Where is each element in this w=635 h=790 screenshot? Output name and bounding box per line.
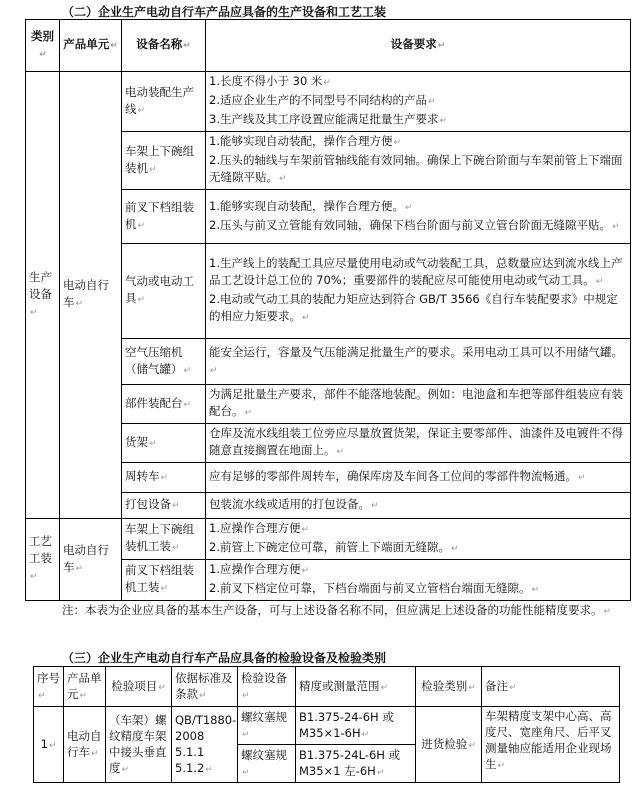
row-range: B1.375-24L-6H 或M35×1 左-6H ↵ <box>296 745 416 783</box>
header-device: 检验设备 ↵ <box>238 667 296 707</box>
equipment-req: 1.能够实现自动装配，操作合理方便 ↵ 2.压头的轴线与车架前管轴线能有效同轴。确保上下碗台阶面与车架前管上下端面无缝隙平贴。 ↵ <box>206 132 631 190</box>
table-note: 注：本表为企业应具备的基本生产设备，可与上述设备名称不同，但应满足上述设备的功能性能精度要求。 ↵ <box>62 600 622 622</box>
equipment-name: 货架 ↵ <box>122 424 206 463</box>
inspection-table <box>33 666 620 783</box>
header-standard: 依据标准及条款 ↵ <box>172 667 238 707</box>
equipment-req: 1.应操作合理方便 ↵ 2.前叉下档定位可靠，下档台端面与前叉立管档台端面无缝隙。 ↵ <box>206 560 631 601</box>
equipment-name: 气动或电动工具 ↵ <box>122 244 206 339</box>
equipment-name: 部件装配台 ↵ <box>122 385 206 424</box>
row-type: 进货检验 ↵ <box>416 707 482 783</box>
equipment-req: 1.能够实现自动装配，操作合理方便。 ↵ 2.压头与前叉立管能有效同轴，确保下档台阶面与前叉立管台阶面无缝隙平贴。 ↵ <box>206 190 631 244</box>
header-no: 序号 ↵ <box>34 667 64 707</box>
header-unit: 产品单元 ↵ <box>64 667 106 707</box>
header-type: 检验类别 ↵ <box>416 667 482 707</box>
row-standard: QB/T1880-2008 5.1.1 5.1.2 ↵ <box>172 707 238 783</box>
row-range: B1.375-24-6H 或M35×1-6H ↵ <box>296 707 416 745</box>
row-device: 螺纹塞规 ↵ <box>238 745 296 783</box>
equipment-req: 包装流水线或适用的打包设备。 ↵ <box>206 493 631 519</box>
equipment-name: 前叉下档组装机 ↵ <box>122 190 206 244</box>
equipment-req: 1.生产线上的装配工具应尽量使用电动或气动装配工具，总数量应达到流水线上产品工艺设计总工位的 70%；重要部件的装配应尽可能使用电动或气动工具。 ↵ 2.电动或气动工具的装配力矩应达到符合 GB/T 3566《自行车装配要求》中规定的相应力矩要求。 ↵ <box>206 244 631 339</box>
header-category: 类别 ↵ <box>26 20 60 72</box>
equipment-name: 车架上下碗组装机 ↵ <box>122 132 206 190</box>
category-production: 生产设备 ↵ <box>26 72 60 519</box>
equipment-name: 电动装配生产线 ↵ <box>122 72 206 132</box>
header-item: 检验项目 ↵ <box>106 667 172 707</box>
equipment-req: 为满足批量生产要求，部件不能落地装配。例如：电池盒和车把等部件组装应有装配台。 ↵ <box>206 385 631 424</box>
equipment-name: 周转车 ↵ <box>122 463 206 493</box>
row-device: 螺纹塞规 ↵ <box>238 707 296 745</box>
equipment-table <box>25 19 631 601</box>
header-unit: 产品单元 ↵ <box>60 20 122 72</box>
section2-title: （二）企业生产电动自行车产品应具备的生产设备和工艺工装 <box>62 5 387 19</box>
category-tooling: 工艺工装 ↵ <box>26 519 60 601</box>
header-name: 设备名称 ↵ <box>122 20 206 72</box>
equipment-req: 1.应操作合理方便 ↵ 2.前管上下碗定位可靠，前管上下端面无缝隙。 ↵ <box>206 519 631 560</box>
unit-production: 电动自行车 ↵ <box>60 72 122 519</box>
header-req: 设备要求 ↵ <box>206 20 631 72</box>
equipment-name: 打包设备 ↵ <box>122 493 206 519</box>
equipment-name: 空气压缩机（储气罐） ↵ <box>122 339 206 385</box>
equipment-req: 1.长度不得小于 30 米 ↵ 2.适应企业生产的不同型号不同结构的产品 ↵ 3.生产线及其工序设置应能满足批量生产要求 ↵ <box>206 72 631 132</box>
equipment-req: 仓库及流水线组装工位旁应尽量放置货架，保证主要零部件、油漆件及电镀件不得随意直接搁置在地面上。 ↵ <box>206 424 631 463</box>
equipment-name: 前叉下档组装机工装 ↵ <box>122 560 206 601</box>
row-no: 1 ↵ <box>34 707 64 783</box>
unit-tooling: 电动自行车 ↵ <box>60 519 122 601</box>
row-unit: 电动自行车 ↵ <box>64 707 106 783</box>
equipment-req: 能安全运行，容量及气压能满足批量生产的要求。采用电动工具可以不用储气罐。 ↵ <box>206 339 631 385</box>
header-remark: 备注 ↵ <box>482 667 620 707</box>
equipment-req: 应有足够的零部件周转车，确保库房及车间各工位间的零部件物流畅通。 ↵ <box>206 463 631 493</box>
section3-title: （三）企业生产电动自行车产品应具备的检验设备及检验类别 <box>62 651 387 665</box>
equipment-name: 车架上下碗组装机工装 ↵ <box>122 519 206 560</box>
row-item: （车架）螺纹精度车架中接头垂直度 ↵ <box>106 707 172 783</box>
row-remark: 车架精度支架中心高、高度尺、宽座角尺、后平叉测量轴应能适用企业现场生 ↵ <box>482 707 620 783</box>
header-range: 精度或测量范围 ↵ <box>296 667 416 707</box>
